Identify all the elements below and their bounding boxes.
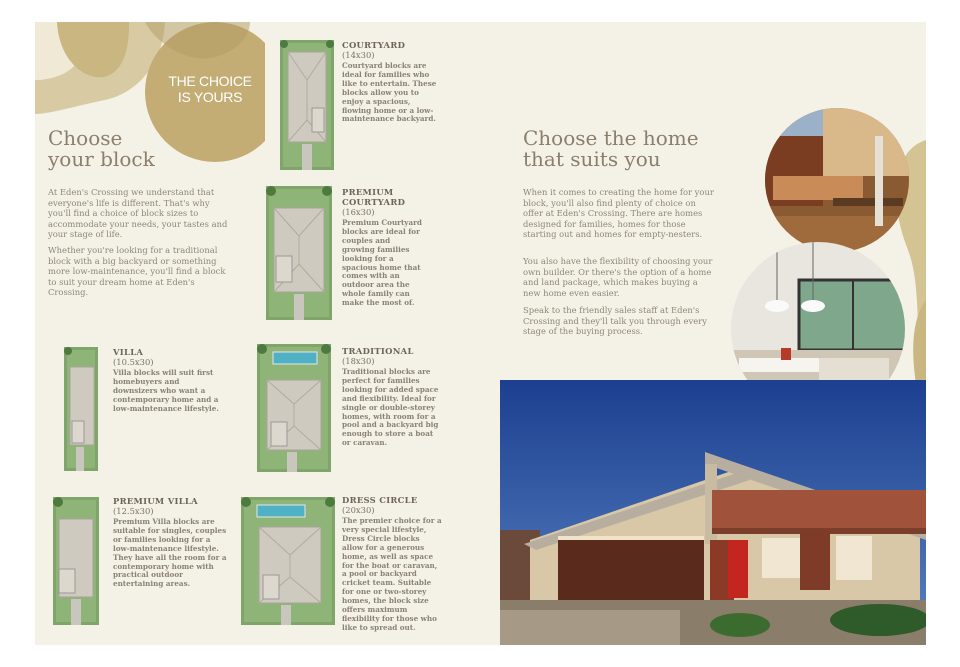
block-size: (12.5x30) (113, 506, 154, 516)
right-heading (523, 128, 699, 170)
block-description: Premium Villa blocks are suitable for singles, couples or families looking for a low-maintenance lifestyle. They have all the room for a contemporary home with practical outdoor entertaining areas. (113, 517, 227, 589)
block-size: (18x30) (342, 356, 375, 366)
block-title: PREMIUM COURTYARD (342, 187, 406, 207)
premium-courtyard-block-plan (266, 186, 332, 320)
badge-line-2: IS YOURS (177, 89, 243, 105)
block-villa (113, 347, 225, 414)
block-description: Villa blocks will suit first homebuyers and downsizers who want a contemporary home and a low-maintenance lifestyle. (113, 368, 219, 413)
choice-badge (160, 73, 260, 105)
right-heading-line-2: that suits you (523, 147, 661, 171)
block-title: COURTYARD (342, 40, 406, 50)
courtyard-block-plan (280, 40, 334, 170)
block-title: TRADITIONAL (342, 346, 414, 356)
dress-circle-block-plan (241, 497, 335, 625)
block-description: Premium Courtyard blocks are ideal for couples and growing families looking for a spacious home that comes with an outdoor area the whole family can make the most of. (342, 218, 422, 308)
right-heading-line-1: Choose the home (523, 126, 699, 150)
right-paragraph-3: Speak to the friendly sales staff at Eden's Crossing and they'll talk you through every stage of the buying process. (523, 305, 707, 337)
villa-block-plan (64, 347, 98, 471)
premium-villa-block-plan (53, 497, 99, 625)
block-description: Traditional blocks are perfect for families looking for added space and flexibility. Ideal for single or double-storey homes, with room for a pool and a backyard big enough to store a boat or caravan. (342, 367, 439, 448)
block-description: Courtyard blocks are ideal for families who like to entertain. These blocks allow you to enjoy a spacious, flowing home or a low-maintenance backyard. (342, 61, 437, 124)
block-traditional (342, 346, 440, 448)
left-heading-line-1: Choose (48, 126, 123, 150)
left-heading (48, 128, 155, 170)
block-size: (14x30) (342, 50, 375, 60)
block-premium-villa (113, 496, 228, 589)
block-title: PREMIUM VILLA (113, 496, 198, 506)
left-intro-paragraph-1: At Eden's Crossing we understand that everyone's life is different. That's why you'll find a choice of block sizes to accommodate your needs, your tastes and your stage of life. (48, 187, 228, 240)
block-size: (20x30) (342, 505, 375, 515)
house-exterior-photo (500, 380, 926, 645)
outdoor-entertaining-photo (763, 106, 911, 254)
left-heading-line-2: your block (48, 147, 155, 171)
left-intro-paragraph-2: Whether you're looking for a traditional block with a big backyard or something more low-maintenance, you'll find a block to suit your dream home at Eden's Crossing. (48, 245, 226, 298)
block-title: DRESS CIRCLE (342, 495, 418, 505)
right-paragraph-1: When it comes to creating the home for your block, you'll also find plenty of choice on offer at Eden's Crossing. There are homes designed for families, homes for those starting out and homes for empty-nesters. (523, 187, 714, 240)
block-courtyard (342, 40, 442, 124)
block-premium-courtyard (342, 187, 424, 308)
block-title: VILLA (113, 347, 144, 357)
block-description: The premier choice for a very special lifestyle, Dress Circle blocks allow for a generous home, as well as space for the boat or caravan, a pool or backyard cricket team. Suitable for one or two-storey homes, the block size offers maximum flexibility for those who like to spread out. (342, 516, 442, 632)
badge-line-1: THE CHOICE (168, 73, 252, 89)
brochure-spread (35, 22, 926, 645)
block-dress-circle (342, 495, 442, 633)
traditional-block-plan (257, 344, 331, 472)
block-size: (16x30) (342, 207, 375, 217)
block-size: (10.5x30) (113, 357, 154, 367)
right-paragraph-2: You also have the flexibility of choosing your own builder. Or there's the option of a home and land package, which makes buying a new home even easier. (523, 256, 713, 298)
